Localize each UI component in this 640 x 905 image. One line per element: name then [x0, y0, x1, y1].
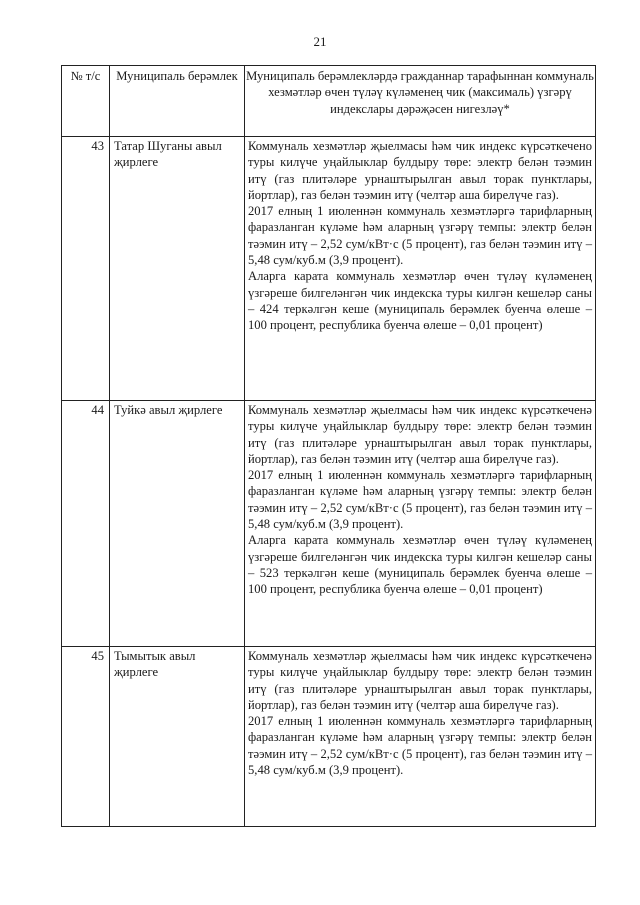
header-num: № т/с: [62, 66, 110, 137]
row-number: 44: [62, 401, 110, 647]
municipality-name: Татар Шуганы авыл җирлеге: [110, 137, 245, 401]
row-number: 43: [62, 137, 110, 401]
description-paragraph: Аларга карата коммуналь хезмәтләр өчен түләү күләменең үзгәреше билгеләнгән чик индекска туры килгән кешеләр саны – 424 теркәлгән кеше (муниципаль берәмлек буенча өлеше – 100 процент, республика буенча өлеше – 0,01 процент): [248, 269, 592, 333]
table-row: [62, 647, 596, 827]
indices-table: [61, 65, 596, 827]
header-municipality: Муниципаль берәмлек: [110, 66, 245, 137]
description-paragraph: 2017 елның 1 июленнән коммуналь хезмәтләргә тарифларның фаразланган күләме һәм аларның үзгәрү темпы: электр белән тәэмин итү – 2,52 сум/кВт·с (5 процент), газ белән тәэмин итү – 5,48 сум/куб.м (3,9 процент).: [248, 468, 592, 532]
description-paragraph: Аларга карата коммуналь хезмәтләр өчен түләү күләменең үзгәреше билгеләнгән чик индекска туры килгән кешеләр саны – 523 теркәлгән кеше (муниципаль берәмлек буенча өлеше – 100 процент, республика буенча өлеше – 0,01 процент): [248, 533, 592, 597]
row-description: [245, 401, 596, 647]
description-paragraph: Коммуналь хезмәтләр җыелмасы һәм чик индекс күрсәткечено туры килүче уңайлыклар булдыру төре: электр белән тәэмин итү (газ плитәләре урнаштырылган авыл торак пунктлары, йортлар), газ белән тәэмин итү (челтәр аша бирелүче газ).: [248, 139, 592, 202]
row-description: [245, 647, 596, 827]
table-row: [62, 401, 596, 647]
description-paragraph: 2017 елның 1 июленнән коммуналь хезмәтләргә тарифларның фаразланган күләме һәм аларның үзгәрү темпы: электр белән тәэмин итү – 2,52 сум/кВт·с (5 процент), газ белән тәэмин итү – 5,48 сум/куб.м (3,9 процент).: [248, 714, 592, 778]
header-description: Муниципаль берәмлекләрдә гражданнар тарафыннан коммуналь хезмәтләр өчен түләү күләменең чик (максималь) үзгәрү индекслары дәрәҗәсен нигезләү*: [245, 66, 596, 137]
municipality-name: Туйкә авыл җирлеге: [110, 401, 245, 647]
table-row: [62, 137, 596, 401]
row-number: 45: [62, 647, 110, 827]
row-description: [245, 137, 596, 401]
description-paragraph: 2017 елның 1 июленнән коммуналь хезмәтләргә тарифларның фаразланган күләме һәм аларның үзгәрү темпы: электр белән тәэмин итү – 2,52 сум/кВт·с (5 процент), газ белән тәэмин итү – 5,48 сум/куб.м (3,9 процент).: [248, 204, 592, 268]
municipality-name: Тымытык авыл җирлеге: [110, 647, 245, 827]
page-number: 21: [313, 34, 327, 49]
description-paragraph: Коммуналь хезмәтләр җыелмасы һәм чик индекс күрсәткеченә туры килүче уңайлыклар булдыру төре: электр белән тәэмин итү (газ плитәләре урнаштырылган авыл торак пунктлары, йортлар), газ белән тәэмин итү (челтәр аша бирелүче газ).: [248, 649, 592, 712]
table-header-row: [62, 66, 596, 137]
description-paragraph: Коммуналь хезмәтләр җыелмасы һәм чик индекс күрсәткеченә туры килүче уңайлыклар булдыру төре: электр белән тәэмин итү (газ плитәләре урнаштырылган авыл торак пунктлары, йортлар), газ белән тәэмин итү (челтәр аша бирелүче газ).: [248, 403, 592, 466]
